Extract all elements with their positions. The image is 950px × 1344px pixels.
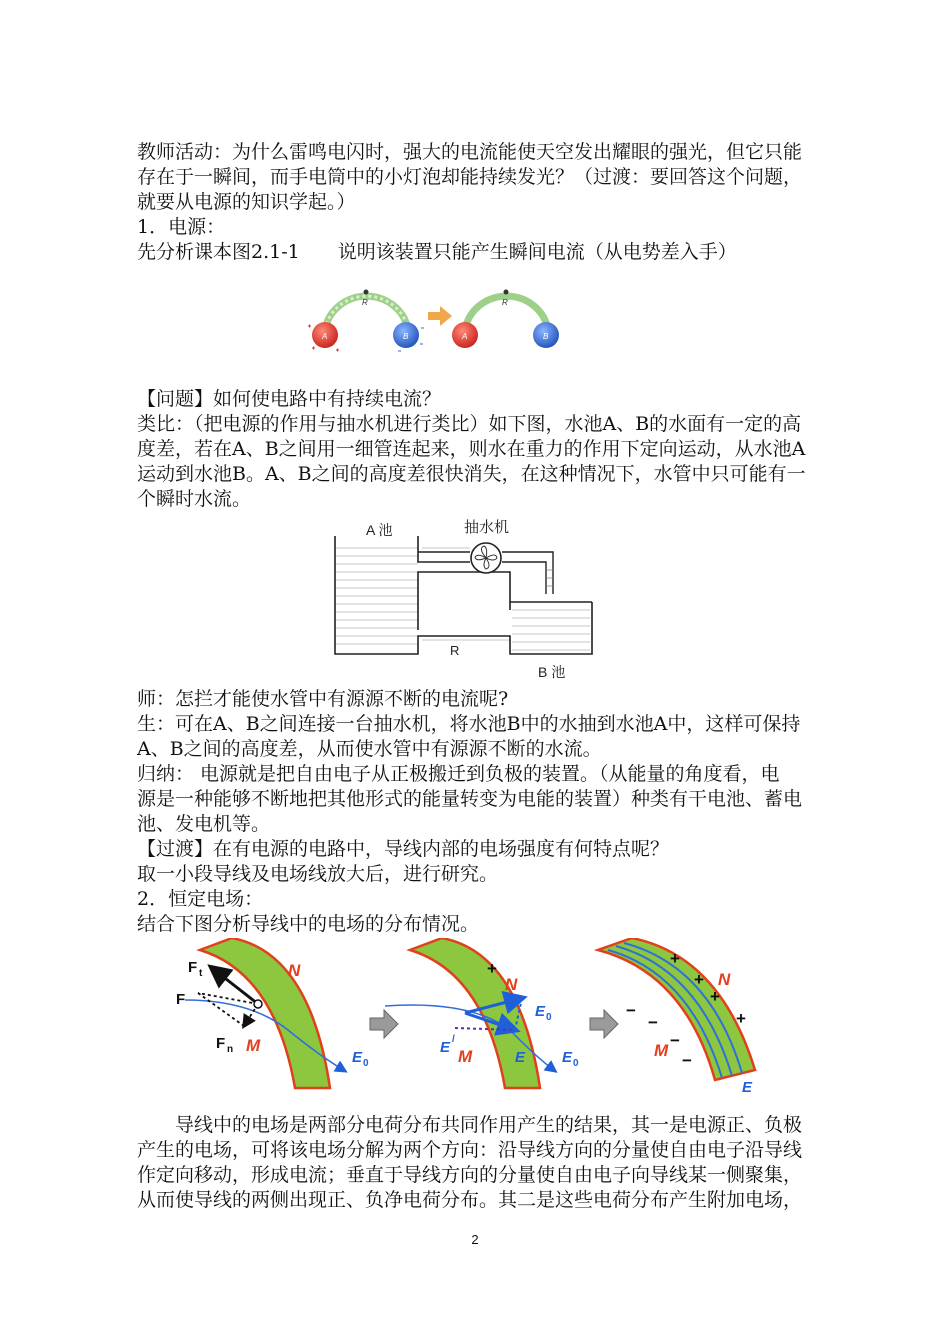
svg-text:+: +: [736, 1009, 746, 1028]
text-line-9: 运动到水池B。A、B之间的高度差很快消失，在这种情况下，水管中只可能有一: [137, 463, 806, 485]
svg-text:A: A: [462, 332, 468, 341]
label-pool-a: A 池: [366, 522, 393, 538]
text-line-13: A、B之间的高度差，从而使水管中有源源不断的水流。: [137, 738, 602, 760]
svg-text:−: −: [682, 1051, 692, 1070]
text-line-8: 度差，若在A、B之间用一细管连起来，则水在重力的作用下定向运动，从水池A: [137, 438, 806, 460]
svg-text:+: +: [670, 949, 680, 968]
svg-text:+: +: [487, 959, 497, 978]
svg-text:E: E: [515, 1049, 526, 1066]
text-line-16: 池、发电机等。: [137, 813, 271, 835]
text-line-15: 源是一种能够不断地把其他形式的能量转变为电能的装置）种类有干电池、蓄电: [137, 788, 803, 810]
svg-text:t: t: [199, 968, 203, 979]
text-line-20: 结合下图分析导线中的电场的分布情况。: [137, 913, 480, 935]
page-number: 2: [471, 1232, 479, 1247]
text-line-1: 教师活动：为什么雷鸣电闪时，强大的电流能使天空发出耀眼的强光，但它只能: [137, 141, 803, 163]
figure-water-pump: [330, 514, 600, 684]
svg-text:M: M: [246, 1036, 261, 1055]
svg-text:F: F: [216, 1035, 226, 1052]
section-heading-power-source: 1．电源：: [137, 216, 226, 238]
wire-segment-1: [200, 938, 330, 1088]
label-pool-b: B 池: [538, 664, 566, 680]
text-line-24: 从而使导线的两侧出现正、负净电荷分布。其二是这些电荷分布产生附加电场，: [137, 1189, 803, 1211]
svg-text:F: F: [188, 959, 198, 976]
text-line-2: 存在于一瞬间，而手电筒中的小灯泡却能持续发光？（过渡：要回答这个问题，: [137, 166, 803, 188]
question-heading: 【问题】如何使电路中有持续电流？: [137, 388, 442, 410]
svg-text:n: n: [227, 1044, 234, 1055]
text-line-18: 取一小段导线及电场线放大后，进行研究。: [137, 863, 499, 885]
section-heading-constant-field: 2．恒定电场：: [137, 888, 264, 910]
svg-text:N: N: [288, 961, 301, 980]
text-line-10: 个瞬时水流。: [137, 488, 252, 510]
svg-text:R: R: [502, 298, 508, 307]
svg-text:N: N: [718, 970, 731, 989]
svg-text:E: E: [352, 1049, 363, 1066]
text-line-3: 就要从电源的知识学起。）: [137, 191, 356, 213]
svg-text:N: N: [505, 975, 518, 994]
svg-text:0: 0: [573, 1058, 579, 1069]
svg-text:B: B: [403, 332, 409, 341]
figure-charged-spheres: [300, 278, 580, 358]
arrow-icon: [590, 1010, 618, 1038]
svg-text:/: /: [452, 1034, 455, 1045]
text-line-12: 生：可在A、B之间连接一台抽水机，将水池B中的水抽到水池A中，这样可保持: [137, 713, 801, 735]
svg-text:F: F: [176, 991, 186, 1008]
svg-text:−: −: [648, 1013, 658, 1032]
svg-text:M: M: [458, 1047, 473, 1066]
label-pipe-r: R: [450, 643, 460, 658]
svg-text:E: E: [562, 1049, 573, 1066]
label-pump: 抽水机: [464, 519, 510, 536]
svg-text:+: +: [710, 987, 720, 1006]
svg-text:0: 0: [546, 1012, 552, 1023]
svg-text:A: A: [322, 332, 328, 341]
text-line-7: 类比：（把电源的作用与抽水机进行类比）如下图，水池A、B的水面有一定的高: [137, 413, 802, 435]
arrow-icon: [428, 306, 452, 326]
svg-text:+: +: [694, 970, 704, 989]
svg-text:−: −: [626, 1001, 636, 1020]
svg-text:0: 0: [363, 1058, 369, 1069]
text-line-22: 产生的电场，可将该电场分解为两个方向：沿导线方向的分量使自由电子沿导线: [137, 1139, 803, 1161]
transition-heading: 【过渡】在有电源的电路中，导线内部的电场强度有何特点呢？: [137, 838, 670, 860]
label-r: R: [362, 298, 368, 307]
text-line-23: 作定向移动，形成电流；垂直于导线方向的分量使自由电子向导线某一侧聚集，: [137, 1164, 803, 1186]
svg-text:E: E: [742, 1079, 753, 1096]
svg-text:−: −: [670, 1031, 680, 1050]
arrow-icon: [370, 1010, 398, 1038]
text-line-14: 归纳： 电源就是把自由电子从正极搬迁到负极的装置。（从能量的角度看，电: [137, 763, 780, 785]
text-line-21: 导线中的电场是两部分电荷分布共同作用产生的结果，其一是电源正、负极: [137, 1114, 803, 1136]
text-line-11: 师：怎拦才能使水管中有源源不断的电流呢?: [137, 688, 509, 710]
svg-text:E: E: [535, 1003, 546, 1020]
svg-text:E: E: [440, 1039, 451, 1056]
svg-text:B: B: [543, 332, 549, 341]
figure-conductor-field: [170, 938, 780, 1098]
svg-text:M: M: [654, 1041, 669, 1060]
text-line-5: 先分析课本图2.1-1 说明该装置只能产生瞬间电流（从电势差入手）: [137, 241, 737, 263]
